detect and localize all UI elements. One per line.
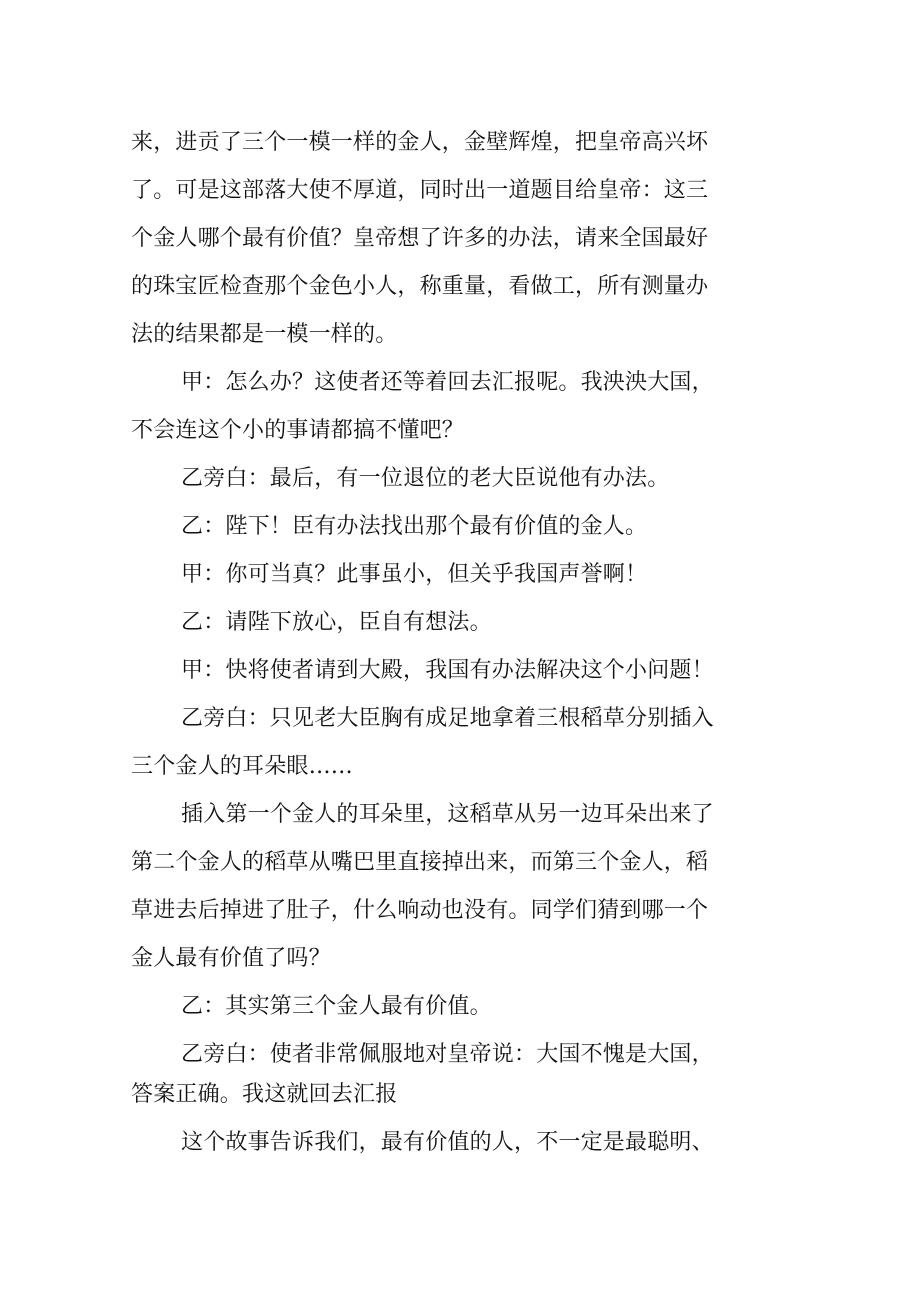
text-line: 不会连这个小的事请都搞不懂吧？ <box>131 418 465 443</box>
text-line: 乙旁白：最后，有一位退位的老大臣说他有办法。 <box>181 466 670 491</box>
text-line: 乙旁白：使者非常佩服地对皇帝说：大国不愧是大国， <box>181 1042 714 1067</box>
text-line: 乙旁白：只见老大臣胸有成足地拿着三根稻草分别插入 <box>181 706 714 731</box>
text-line: 甲：你可当真？此事虽小，但关乎我国声誉啊！ <box>181 562 648 587</box>
text-line: 个金人哪个最有价值？皇帝想了许多的办法，请来全国最好 <box>131 226 709 251</box>
text-line: 金人最有价值了吗？ <box>131 946 331 971</box>
text-line: 法的结果都是一模一样的。 <box>131 322 398 347</box>
text-line: 乙：其实第三个金人最有价值。 <box>181 994 492 1019</box>
text-line: 答案正确。我这就回去汇报 <box>131 1082 398 1107</box>
text-line: 这个故事告诉我们，最有价值的人，不一定是最聪明、 <box>181 1130 714 1155</box>
text-line: 了。可是这部落大使不厚道，同时出一道题目给皇帝：这三 <box>131 178 709 203</box>
text-line: 甲：快将使者请到大殿，我国有办法解决这个小问题！ <box>181 658 714 683</box>
text-line: 甲：怎么办？这使者还等着回去汇报呢。我泱泱大国， <box>181 370 714 395</box>
text-line: 草进去后掉进了肚子，什么响动也没有。同学们猜到哪一个 <box>131 898 709 923</box>
text-line: 插入第一个金人的耳朵里，这稻草从另一边耳朵出来了 <box>181 802 714 827</box>
text-line: 第二个金人的稻草从嘴巴里直接掉出来，而第三个金人，稻 <box>131 850 709 875</box>
text-line: 来，进贡了三个一模一样的金人，金壁辉煌，把皇帝高兴坏 <box>131 130 709 155</box>
text-line: 三个金人的耳朵眼…… <box>131 754 354 779</box>
text-line: 的珠宝匠检查那个金色小人，称重量，看做工，所有测量办 <box>131 274 709 299</box>
text-line: 乙：陛下！臣有办法找出那个最有价值的金人。 <box>181 514 648 539</box>
text-line: 乙：请陛下放心，臣自有想法。 <box>181 610 492 635</box>
